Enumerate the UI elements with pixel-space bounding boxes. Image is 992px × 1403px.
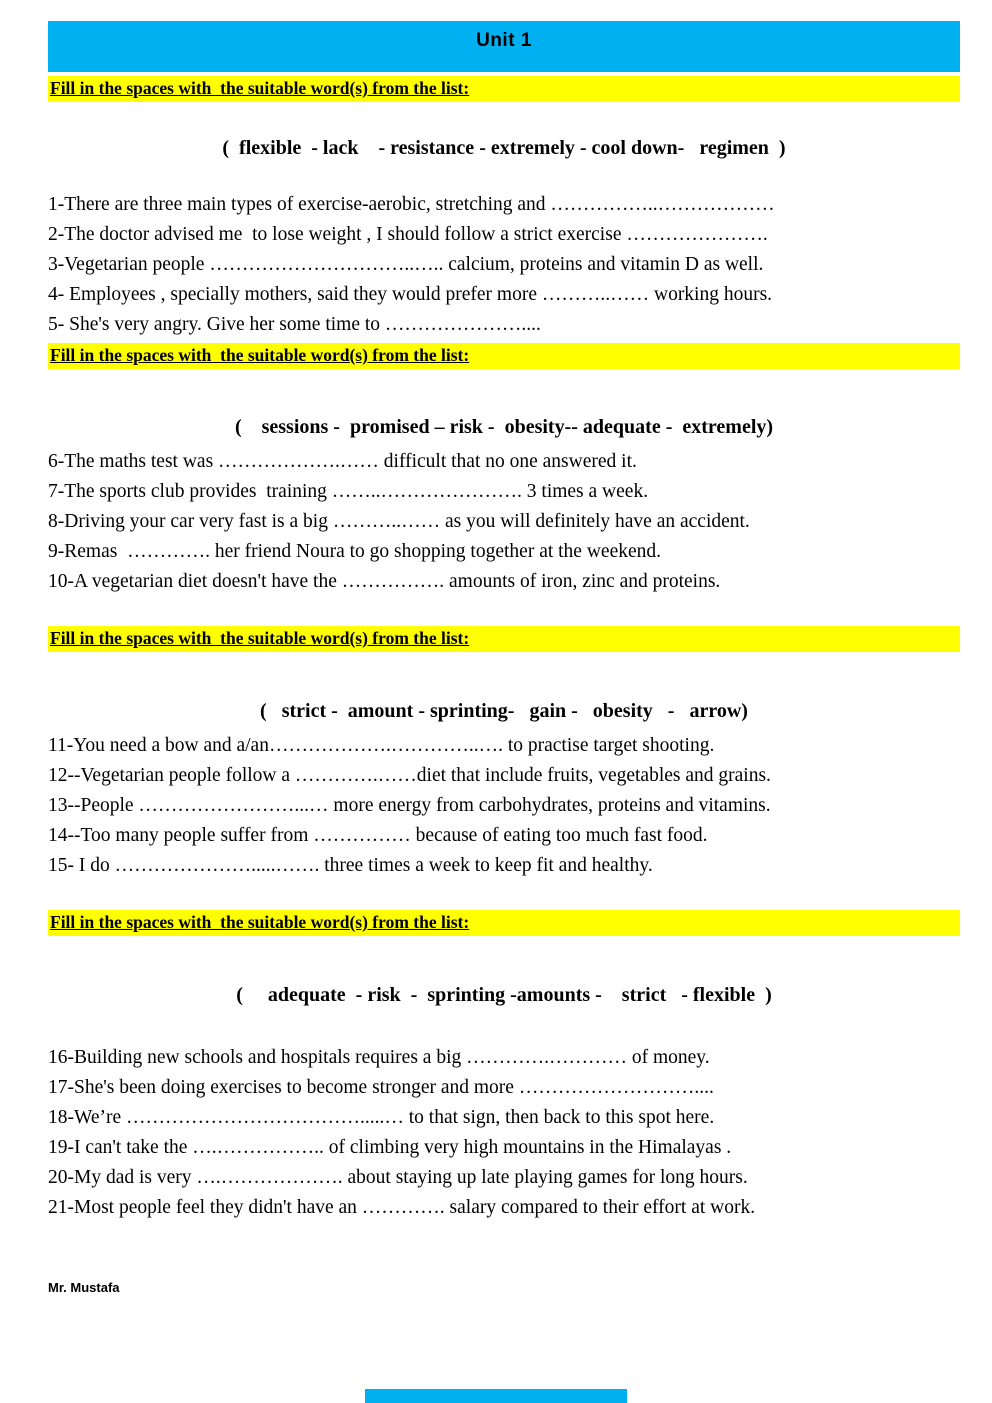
section-heading-text: Fill in the spaces with the suitable word(s) from the list: [50,78,470,98]
fill-in-sentence: 11-You need a bow and a/an……………….…………..…. to practise target shooting. [48,735,715,756]
fill-in-sentence: 6-The maths test was ……………….…… difficult that no one answered it. [48,451,637,472]
unit-title: Unit 1 [476,30,532,51]
section-heading [48,910,960,936]
word-list: ( sessions - promised – risk - obesity-- adequate - extremely) [234,416,774,438]
fill-in-sentence: 13--People ……………………...… more energy from carbohydrates, proteins and vitamins. [48,795,771,816]
fill-in-sentence: 14--Too many people suffer from …………… because of eating too much fast food. [48,825,708,846]
fill-in-sentence: 20-My dad is very ….………………. about staying up late playing games for long hours. [48,1167,748,1188]
exercise-section-1 [48,76,960,340]
section-heading-text: Fill in the spaces with the suitable word(s) from the list: [50,628,470,648]
word-list: ( adequate - risk - sprinting -amounts - strict - flexible ) [236,984,772,1006]
fill-in-sentence: 8-Driving your car very fast is a big ………..…… as you will definitely have an accident. [48,511,750,532]
fill-in-sentence: 10-A vegetarian diet doesn't have the ……………. amounts of iron, zinc and proteins. [48,571,721,592]
section-heading [48,343,960,369]
bottom-page-bar [365,1389,627,1403]
exercise-section-3 [48,626,960,881]
exercise-section-2 [48,343,960,597]
fill-in-sentence: 9-Remas …………. her friend Noura to go shopping together at the weekend. [48,541,662,562]
fill-in-sentence: 7-The sports club provides training ……..…………………. 3 times a week. [48,481,649,502]
fill-in-sentence: 5- She's very angry. Give her some time to ………………….... [48,314,541,335]
fill-in-sentence: 17-She's been doing exercises to become stronger and more ……………………….... [48,1077,714,1098]
fill-in-sentence: 3-Vegetarian people …………………………..….. calcium, proteins and vitamin D as well. [48,254,764,275]
fill-in-sentence: 18-We’re ……………………………….....… to that sign, then back to this spot here. [48,1107,715,1128]
section-heading [48,76,960,102]
unit-header-bar [48,21,960,72]
fill-in-sentence: 15- I do ………………….....……. three times a week to keep fit and healthy. [48,855,653,876]
author-name: Mr. Mustafa [48,1280,120,1295]
section-heading-text: Fill in the spaces with the suitable word(s) from the list: [50,912,470,932]
fill-in-sentence: 19-I can't take the ….…………….. of climbing very high mountains in the Himalayas . [48,1137,732,1158]
fill-in-sentence: 4- Employees , specially mothers, said they would prefer more ………..…… working hours. [48,284,773,305]
word-list: ( strict - amount - sprinting- gain - obesity - arrow) [260,700,748,722]
fill-in-sentence: 16-Building new schools and hospitals requires a big ………….………… of money. [48,1047,710,1068]
fill-in-sentence: 2-The doctor advised me to lose weight , I should follow a strict exercise …………………. [48,224,768,245]
fill-in-sentence: 1-There are three main types of exercise-aerobic, stretching and ……………..……………… [48,194,775,215]
section-heading [48,626,960,652]
section-heading-text: Fill in the spaces with the suitable word(s) from the list: [50,345,470,365]
exercise-section-4 [48,910,960,1223]
fill-in-sentence: 12--Vegetarian people follow a ………….……diet that include fruits, vegetables and grains. [48,765,771,786]
word-list: ( flexible - lack - resistance - extremely - cool down- regimen ) [222,137,786,159]
fill-in-sentence: 21-Most people feel they didn't have an …………. salary compared to their effort at work. [48,1197,756,1218]
